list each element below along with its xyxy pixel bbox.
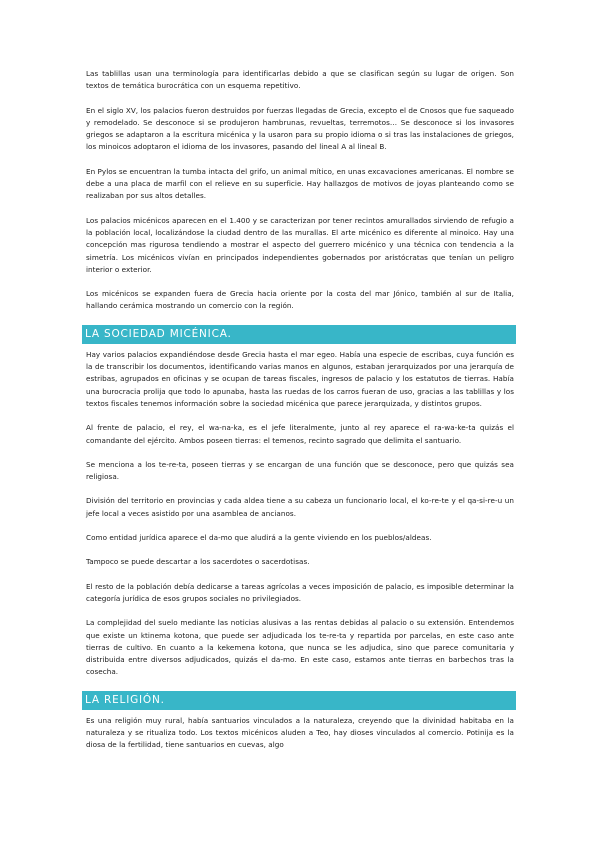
paragraph-sociedad-7: El resto de la población debía dedicarse a tareas agrícolas a veces imposición de palacio, es imposible determinar la categoría jurídica de esos grupos sociales no privilegiados. (86, 581, 514, 603)
section-heading-religion: LA RELIGIÓN. (82, 691, 516, 710)
paragraph-intro-5: Los micénicos se expanden fuera de Grecia hacia oriente por la costa del mar Jónico, también al sur de Italia, hallando cerámica mostrando un comercio con la región. (86, 289, 514, 311)
paragraph-sociedad-5: Como entidad jurídica aparece el da-mo que aludirá a la gente viviendo en los pueblos/aldeas. (86, 533, 432, 543)
paragraph-sociedad-3: Se menciona a los te-re-ta, poseen tierras y se encargan de una función que se desconoce, pero que quizás sea religiosa. (86, 459, 514, 482)
paragraph-intro-3: En Pylos se encuentran la tumba intacta del grifo, un animal mítico, en unas excavaciones americanas. El nombre se debe a una placa de marfil con el relieve en su superficie. Hay hallazgos de motivos de joyas planteando como se realizaban por sus altos detalles. (86, 166, 514, 201)
section-heading-sociedad: LA SOCIEDAD MICÉNICA. (82, 325, 516, 344)
paragraph-sociedad-2: Al frente de palacio, el rey, el wa-na-ka, es el jefe literalmente, junto al rey aparece el ra-wa-ke-ta quizás el comandante del ejército. Ambos poseen tierras: el temenos, recinto sagrado que delimita el santuario. (86, 423, 514, 445)
paragraph-religion-1: Es una religión muy rural, había santuarios vinculados a la naturaleza, creyendo que la divinidad habitaba en la naturaleza y se ritualiza todo. Los textos micénicos aluden a Teo, hay dioses vinculados al comercio. Potinija es la diosa de la fertilidad, tiene santuarios en cuevas, algo (86, 715, 514, 750)
paragraph-intro-1: Las tablillas usan una terminología para identificarlas debido a que se clasifican según su lugar de origen. Son textos de temática burocrática con un esquema repetitivo. (86, 69, 514, 91)
document-body (86, 68, 514, 764)
paragraph-sociedad-8: La complejidad del suelo mediante las noticias alusivas a las rentas debidas al palacio o su extensión. Entendemos que existe un ktinema kotona, que puede ser adjudicada los te-re-ta y repartida por parcelas, en este caso ante tierras de cultivo. En cuanto a la kekemena kotona, que nunca se les adjudica, sino que parece comunitaria y distribuida entre diversos adjudicados, quizás el da-mo. En este caso, estamos ante tierras en barbechos tras la cosecha. (86, 618, 514, 677)
paragraph-sociedad-4: División del territorio en provincias y cada aldea tiene a su cabeza un funcionario local, el ko-re-te y el qa-si-re-u un jefe local a veces asistido por una asamblea de ancianos. (86, 496, 514, 518)
paragraph-intro-2: En el siglo XV, los palacios fueron destruidos por fuerzas llegadas de Grecia, excepto el de Cnosos que fue saqueado y remodelado. Se desconoce si se produjeron hambrunas, revueltas, terremotos… Se desconoce si los invasores griegos se adaptaron a la escritura micénica y la usaron para su propio idioma o si tras las instalaciones de griegos, los minoicos adoptaron el idioma de los invasores, pasando del lineal A al lineal B. (86, 105, 514, 152)
paragraph-intro-4: Los palacios micénicos aparecen en el 1.400 y se caracterizan por tener recintos amurallados sirviendo de refugio a la población local, localizándose la ciudad dentro de las murallas. El arte micénico es diferente al minoico. Hay una concepción mas rigurosa tendiendo a mostrar el aspecto del guerrero micénico y una técnica con tendencia a la simetría. Los micénicos vivían en principados independientes gobernados por aristócratas que tenían un peligro interior o exterior. (86, 215, 514, 274)
paragraph-sociedad-1: Hay varios palacios expandiéndose desde Grecia hasta el mar egeo. Había una especie de escribas, cuya función es la de transcribir los documentos, identificando varias manos en algunos, estaban jerarquizados por una jerarquía de estribas, agrupados en oficinas y se ocupan de tareas fiscales, ingresos de palacio y los estatutos de tierras. Había una burocracia prolija que todo lo apunaba, hasta las ruedas de los carros fueran de uso, gracias a las tablillas y los textos fiscales tenemos información sobre la sociedad micénica que parece jerarquizada, y distintos grupos. (86, 349, 514, 408)
paragraph-sociedad-6: Tampoco se puede descartar a los sacerdotes o sacerdotisas. (86, 557, 310, 567)
